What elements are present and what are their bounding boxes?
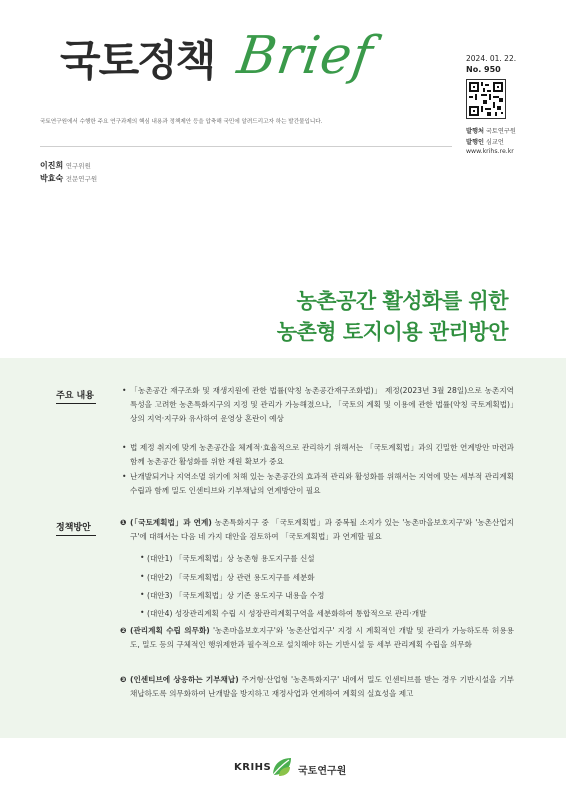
proposal-sub-item: • (대안3) 「국토계획법」상 기존 용도지구 내용을 수정 — [147, 590, 324, 601]
summary-item: • 난개발되거나 지역소멸 위기에 처해 있는 농촌공간의 효과적 관리와 활성화를 위해서는 지역에 맞는 세부적 관리계획 수립과 함께 밀도 인센티브와 기부채납의 연계방안이 필요 — [130, 470, 514, 498]
publisher-label: 발행처 — [466, 128, 484, 135]
logo-title-korean: 국토정책 — [60, 36, 215, 85]
author-role: 전문연구원 — [65, 175, 98, 183]
proposal-heading: (관리계획 수립 의무화) — [130, 626, 210, 635]
summary-item: • 법 제정 취지에 맞게 농촌공간을 체계적·효율적으로 관리하기 위해서는 「국토계획법」과의 긴밀한 연계방안 마련과 함께 농촌공간 활성화를 위한 재원 확보가 중요 — [130, 441, 514, 469]
author-role: 연구위원 — [65, 162, 91, 170]
author-name: 이진희 — [40, 161, 64, 170]
header-divider — [40, 146, 452, 147]
proposal-sub-item: • (대안2) 「국토계획법」상 관련 용도지구를 세분화 — [147, 572, 315, 583]
section-label-summary: 주요 내용 — [56, 388, 96, 404]
logo-title-brief: Brief — [233, 26, 377, 86]
publish-date: 2024. 01. 22. — [466, 54, 517, 63]
author-1 — [40, 160, 91, 171]
proposal-sub-item: • (대안4) 성장관리계획 수립 시 성장관리계획구역을 세분화하여 통합적으로 관리·개발 — [147, 608, 426, 619]
proposal-text: 주거형·산업형 '농촌특화지구' 내에서 밀도 인센티브를 받는 경우 기반시설을 기부채납하도록 의무화하여 난개발을 방지하고 재정사업과 연계하여 계획의 실효성을 제고 — [130, 675, 514, 699]
issuer-name: 심교언 — [485, 139, 504, 146]
author-name: 박효숙 — [40, 174, 64, 183]
proposal-number: ❷ — [120, 626, 127, 635]
proposal-text: 농촌특화지구 중 「국토계획법」과 중복될 소지가 있는 '농촌마을보호지구'와 '농촌산업지구'에 대해서는 다음 네 가지 대안을 검토하여 「국토계획법」과 연계할 필요 — [130, 518, 514, 542]
proposal-number: ❶ — [120, 518, 127, 527]
issuer-line — [466, 137, 504, 146]
publisher-name: 국토연구원 — [485, 128, 516, 135]
tagline: 국토연구원에서 수행한 주요 연구과제의 핵심 내용과 정책제안 등을 압축해 국민에 알려드리고자 하는 발간물입니다. — [40, 119, 323, 125]
proposal-heading: (인센티브에 상응하는 기부채납) — [130, 675, 239, 684]
proposal-number: ❸ — [120, 675, 127, 684]
issue-number: No. 950 — [466, 65, 501, 74]
proposal-sub-item: • (대안1) 「국토계획법」상 농촌형 용도지구를 신설 — [147, 553, 315, 564]
org-name: 국토연구원 — [298, 766, 347, 777]
issuer-label: 발행인 — [466, 139, 484, 146]
krihs-wordmark: KRIHS — [234, 762, 272, 773]
qr-code-icon[interactable] — [466, 79, 506, 119]
proposal-text: '농촌마을보호지구'와 '농촌산업지구' 지정 시 계획적인 개발 및 관리가 가능하도록 허용용도, 밀도 등의 구체적인 행위제한과 필수적으로 설치해야 하는 기반시설 등 세부 관리계획 수립을 의무화 — [130, 626, 514, 650]
proposal-item — [120, 624, 514, 652]
summary-item: • 「농촌공간 재구조화 및 재생지원에 관한 법률(약칭 농촌공간재구조화법)」 제정(2023년 3월 28일)으로 농촌지역 특성을 고려한 농촌특화지구의 지정 및 관리가 가능해졌으나, 「국토의 계획 및 이용에 관한 법률(약칭 국토계획법)」상의 지역·지구와 유사하여 운영상 혼란이 예상 — [130, 384, 514, 427]
proposal-item — [120, 673, 514, 701]
report-title-line-1: 농촌공간 활성화를 위한 — [296, 289, 508, 313]
proposal-heading: (「국토계획법」과 연계) — [130, 518, 212, 527]
section-label-proposals: 정책방안 — [56, 520, 96, 536]
publisher-line — [466, 126, 516, 135]
website-link[interactable]: www.krihs.re.kr — [466, 148, 514, 155]
proposal-item — [120, 516, 514, 544]
author-2 — [40, 173, 97, 184]
leaf-logo-icon — [270, 755, 294, 779]
report-title-line-2: 농촌형 토지이용 관리방안 — [276, 320, 508, 344]
